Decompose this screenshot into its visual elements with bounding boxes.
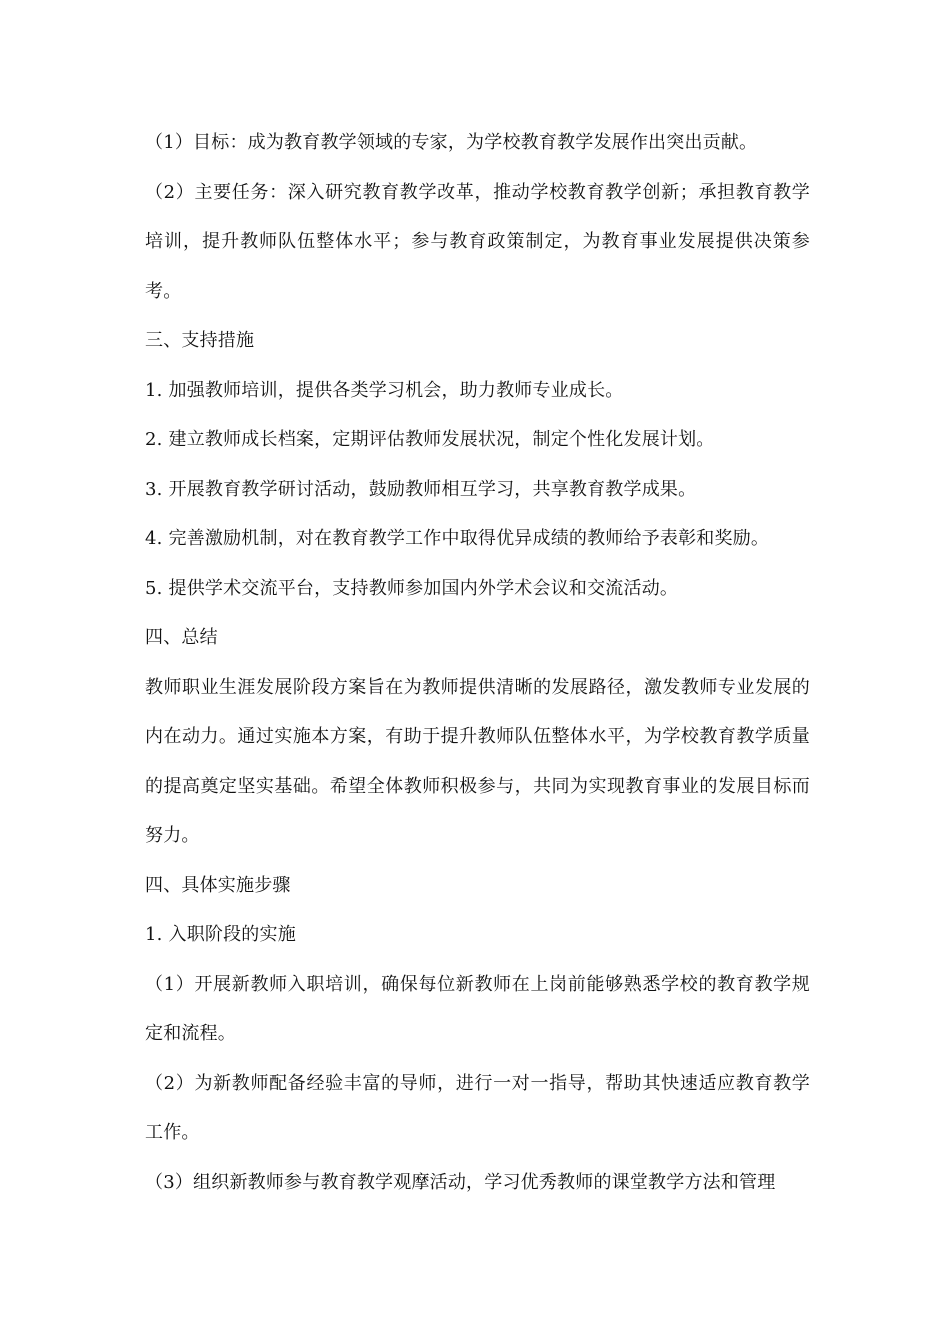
list-item-support-5: 5. 提供学术交流平台，支持教师参加国内外学术会议和交流活动。	[145, 577, 679, 599]
list-item-support-2: 2. 建立教师成长档案，定期评估教师发展状况，制定个性化发展计划。	[145, 429, 715, 450]
list-item-onboarding-1: （1）开展新教师入职培训，确保每位新教师在上岗前能够熟悉学校的教育教学规定和流程。	[145, 973, 810, 1044]
section-heading-implementation-steps: 四、具体实施步骤	[145, 874, 291, 896]
list-item-onboarding-3: （3）组织新教师参与教育教学观摩活动，学习优秀教师的课堂教学方法和管理	[145, 1171, 776, 1193]
list-item-support-1: 1. 加强教师培训，提供各类学习机会，助力教师专业成长。	[145, 379, 624, 401]
paragraph-main-tasks: （2）主要任务：深入研究教育教学改革，推动学校教育教学创新；承担教育教学培训，提升教师队伍整体水平；参与教育政策制定，为教育事业发展提供决策参考。	[145, 181, 810, 302]
list-item-support-3: 3. 开展教育教学研讨活动，鼓励教师相互学习，共享教育教学成果。	[145, 478, 697, 500]
paragraph-goal: （1）目标：成为教育教学领域的专家，为学校教育教学发展作出突出贡献。	[145, 132, 758, 153]
list-item-onboarding-2: （2）为新教师配备经验丰富的导师，进行一对一指导，帮助其快速适应教育教学工作。	[145, 1072, 810, 1143]
document-body	[145, 118, 810, 1207]
paragraph-summary: 教师职业生涯发展阶段方案旨在为教师提供清晰的发展路径，激发教师专业发展的内在动力。通过实施本方案，有助于提升教师队伍整体水平，为学校教育教学质量的提高奠定坚实基础。希望全体教师积极参与，共同为实现教育事业的发展目标而努力。	[145, 676, 810, 846]
subheading-onboarding-stage: 1. 入职阶段的实施	[145, 924, 296, 945]
list-item-support-4: 4. 完善激励机制，对在教育教学工作中取得优异成绩的教师给予表彰和奖励。	[145, 528, 770, 549]
section-heading-support-measures: 三、支持措施	[145, 330, 255, 351]
section-heading-summary: 四、总结	[145, 627, 218, 648]
